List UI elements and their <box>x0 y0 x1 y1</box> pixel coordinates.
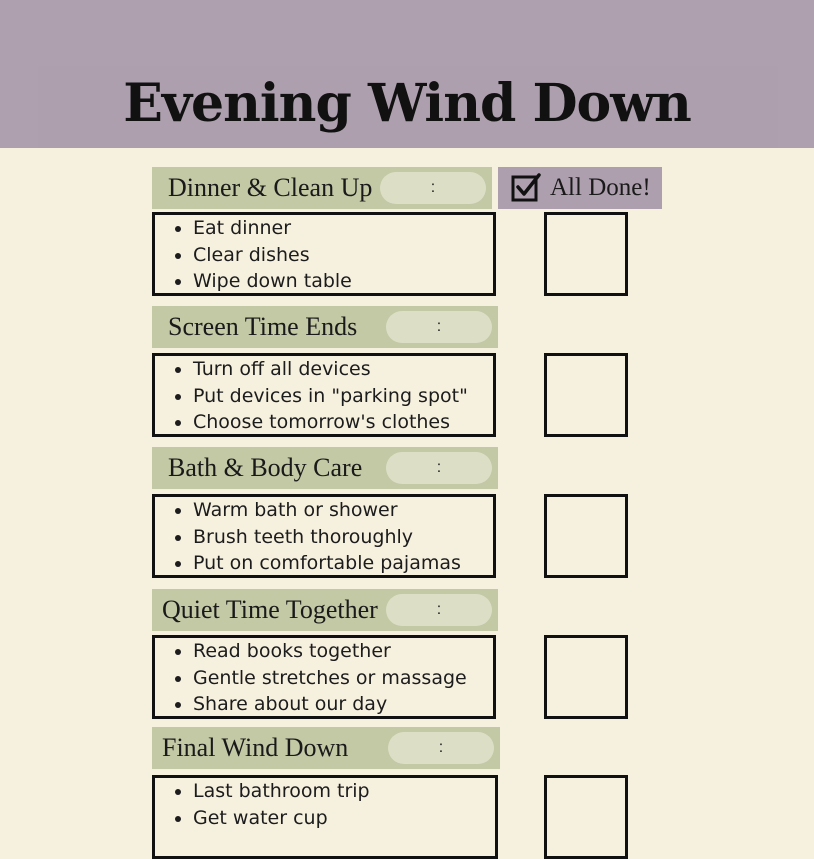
task-item: • Warm bath or shower <box>193 497 493 524</box>
task-item: • Wipe down table <box>193 268 493 295</box>
done-checkbox-quiet-time[interactable] <box>544 635 628 719</box>
section-header-bath <box>152 447 498 489</box>
all-done-label: All Done! <box>550 174 651 201</box>
done-checkbox-bath[interactable] <box>544 494 628 578</box>
task-item: • Clear dishes <box>193 242 493 269</box>
done-checkbox-screen-time[interactable] <box>544 353 628 437</box>
time-field[interactable]: : <box>386 594 492 626</box>
section-header-screen-time <box>152 306 498 348</box>
task-list-final-wind-down <box>152 775 498 859</box>
task-list-bath <box>152 494 496 578</box>
task-item: • Brush teeth thoroughly <box>193 524 493 551</box>
section-header-quiet-time <box>152 589 498 631</box>
time-field[interactable]: : <box>388 732 494 764</box>
section-title: Dinner & Clean Up <box>168 173 373 202</box>
task-list-quiet-time <box>152 635 496 719</box>
task-item: • Get water cup <box>193 805 495 832</box>
task-item: • Gentle stretches or massage <box>193 665 493 692</box>
section-header-final-wind-down <box>152 727 500 769</box>
checked-box-icon <box>510 172 542 204</box>
time-field[interactable]: : <box>386 311 492 343</box>
section-header-dinner <box>152 167 492 209</box>
task-item: • Turn off all devices <box>193 356 493 383</box>
section-title: Quiet Time Together <box>162 595 378 624</box>
task-item: • Eat dinner <box>193 215 493 242</box>
task-item: • Last bathroom trip <box>193 778 495 805</box>
task-list-dinner <box>152 212 496 296</box>
page-title: Evening Wind Down <box>123 73 691 134</box>
section-title: Screen Time Ends <box>168 312 358 341</box>
task-item: • Read books together <box>193 638 493 665</box>
all-done-header <box>498 167 662 209</box>
task-item: • Put on comfortable pajamas <box>193 550 493 577</box>
done-checkbox-final-wind-down[interactable] <box>544 775 628 859</box>
section-title: Final Wind Down <box>162 733 349 762</box>
task-item: • Choose tomorrow's clothes <box>193 409 493 436</box>
task-item: • Share about our day <box>193 691 493 718</box>
task-item: • Put devices in "parking spot" <box>193 383 493 410</box>
task-list-screen-time <box>152 353 496 437</box>
section-title: Bath & Body Care <box>168 453 363 482</box>
time-field[interactable]: : <box>386 452 492 484</box>
time-field[interactable]: : <box>380 172 486 204</box>
done-checkbox-dinner[interactable] <box>544 212 628 296</box>
